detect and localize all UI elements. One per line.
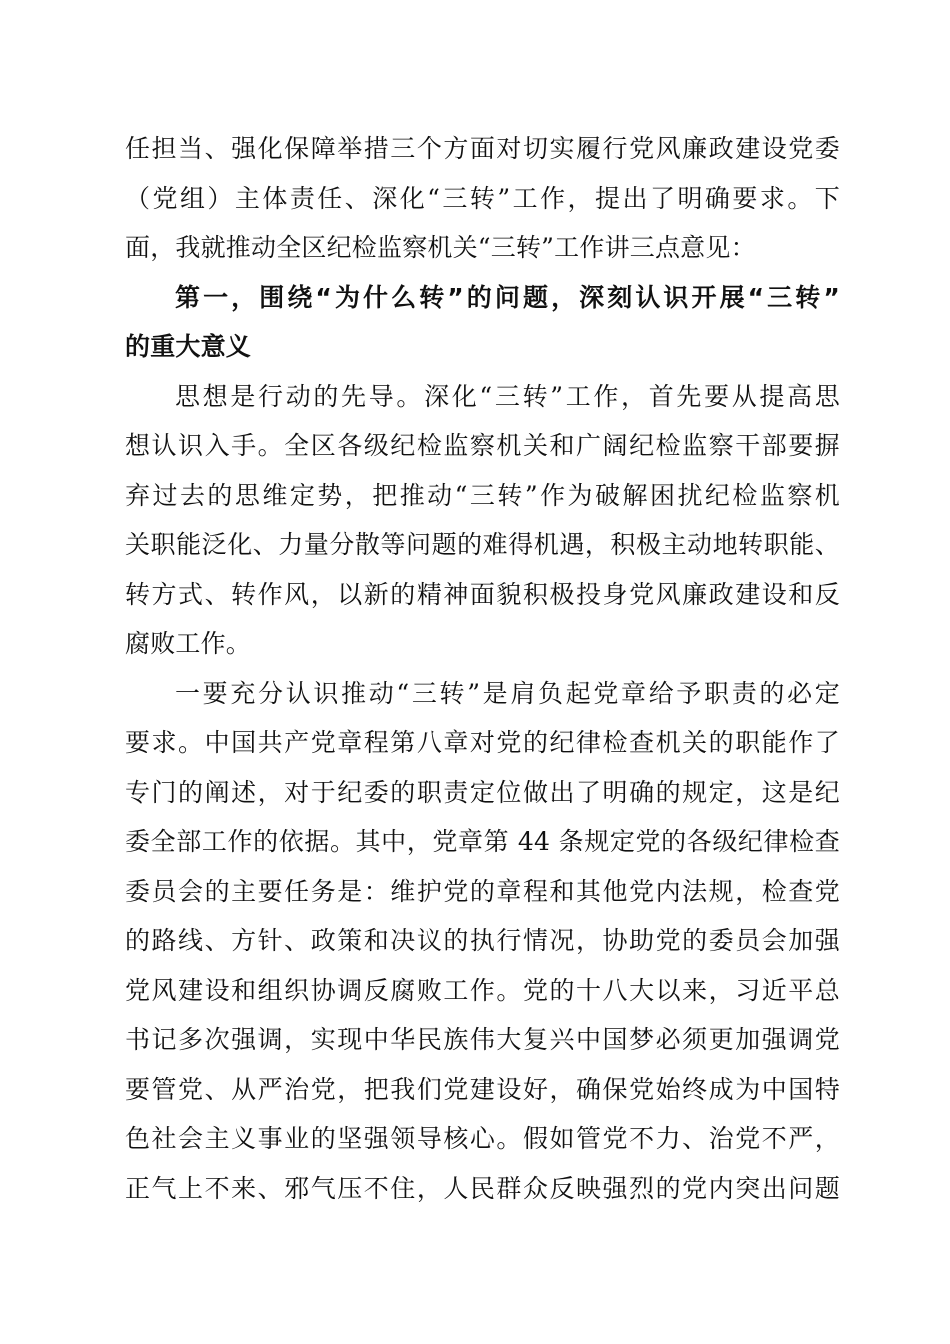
text-line: 委全部工作的依据。其中，党章第 44 条规定党的各级纪律检查	[125, 827, 840, 856]
paragraph-party-charter	[125, 669, 840, 1214]
text-line: 党风建设和组织协调反腐败工作。党的十八大以来，习近平总	[125, 975, 840, 1005]
heading-line: 的重大意义	[125, 332, 252, 361]
document-body	[125, 124, 840, 1213]
text-line: 要求。中国共产党章程第八章对党的纪律检查机关的职能作了	[125, 728, 840, 757]
text-line: 正气上不来、邪气压不住，人民群众反映强烈的党内突出问题	[125, 1173, 840, 1203]
text-line: 的路线、方针、政策和决议的执行情况，协助党的委员会加强	[125, 926, 840, 955]
text-line: 思想是行动的先导。深化“三转”工作，首先要从提高思	[175, 381, 840, 411]
text-line: 关职能泛化、力量分散等问题的难得机遇，积极主动地转职能、	[125, 530, 840, 559]
text-line: 一要充分认识推动“三转”是肩负起党章给予职责的必定	[175, 678, 840, 708]
text-line: 书记多次强调，实现中华民族伟大复兴中国梦必须更加强调党	[125, 1025, 840, 1054]
intro-paragraph	[125, 124, 840, 273]
section-heading	[125, 273, 840, 372]
paragraph-thought	[125, 372, 840, 669]
text-line: 任担当、强化保障举措三个方面对切实履行党风廉政建设党委	[125, 134, 840, 163]
text-line: 想认识入手。全区各级纪检监察机关和广阔纪检监察干部要摒	[125, 431, 840, 460]
text-line: 弃过去的思维定势，把推动“三转”作为破解困扰纪检监察机	[125, 480, 840, 510]
text-line: 委员会的主要任务是：维护党的章程和其他党内法规，检查党	[125, 876, 840, 906]
text-line: （党组）主体责任、深化“三转”工作，提出了明确要求。下	[125, 183, 840, 213]
text-line: 面，我就推动全区纪检监察机关“三转”工作讲三点意见：	[125, 233, 756, 262]
text-line: 专门的阐述，对于纪委的职责定位做出了明确的规定，这是纪	[125, 777, 840, 807]
text-line: 腐败工作。	[125, 629, 252, 658]
text-line: 转方式、转作风，以新的精神面貌积极投身党风廉政建设和反	[125, 579, 840, 609]
text-line: 色社会主义事业的坚强领导核心。假如管党不力、治党不严，	[125, 1124, 840, 1153]
text-line: 要管党、从严治党，把我们党建设好，确保党始终成为中国特	[125, 1074, 840, 1104]
heading-line: 第一，围绕“为什么转”的问题，深刻认识开展“三转”	[175, 282, 840, 312]
